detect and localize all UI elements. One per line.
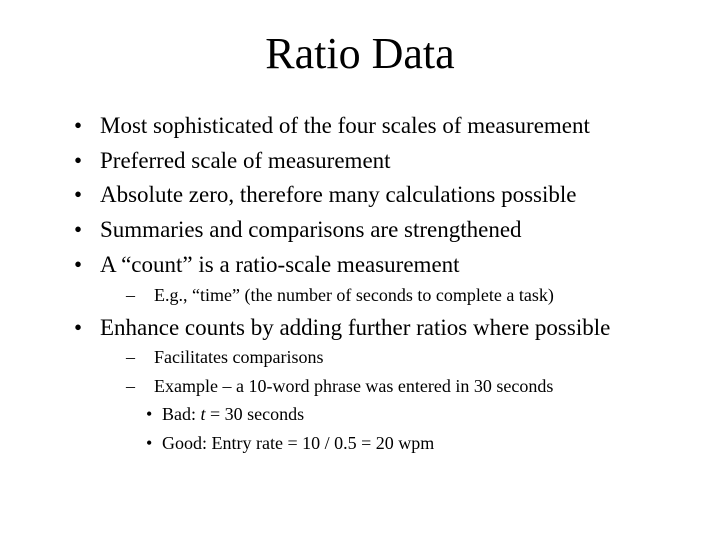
bullet-marker: •	[74, 113, 83, 138]
bullet-text: Preferred scale of measurement	[100, 148, 391, 173]
variable-t: t	[200, 404, 206, 424]
bad-rest: = 30 seconds	[205, 404, 305, 424]
bullet-text: Summaries and comparisons are strengthened	[100, 217, 522, 242]
bad-prefix: Bad:	[162, 404, 201, 424]
slide-title: Ratio Data	[265, 29, 455, 78]
bullet-text: Absolute zero, therefore many calculations possible	[100, 182, 577, 207]
sub-bullet-text: E.g., “time” (the number of seconds to complete a task)	[154, 285, 554, 305]
sub-sub-bullet-text	[162, 403, 304, 425]
bullet-marker: •	[74, 315, 83, 340]
bullet-marker: •	[74, 182, 83, 207]
bullet-marker: •	[146, 433, 153, 453]
bullet-text: Enhance counts by adding further ratios where possible	[100, 315, 611, 340]
bullet-marker: •	[146, 404, 153, 424]
sub-bullet-text: Facilitates comparisons	[154, 347, 324, 367]
dash-marker: –	[126, 347, 135, 367]
dash-marker: –	[126, 376, 135, 396]
sub-sub-bullet-text: Good: Entry rate = 10 / 0.5 = 20 wpm	[162, 433, 435, 453]
bullet-text: Most sophisticated of the four scales of measurement	[100, 113, 590, 138]
dash-marker: –	[126, 285, 135, 305]
bullet-marker: •	[74, 217, 83, 242]
bullet-text: A “count” is a ratio-scale measurement	[100, 252, 460, 277]
bullet-marker: •	[74, 252, 83, 277]
sub-bullet-text: Example – a 10-word phrase was entered in 30 seconds	[154, 376, 554, 396]
bullet-marker: •	[74, 148, 83, 173]
